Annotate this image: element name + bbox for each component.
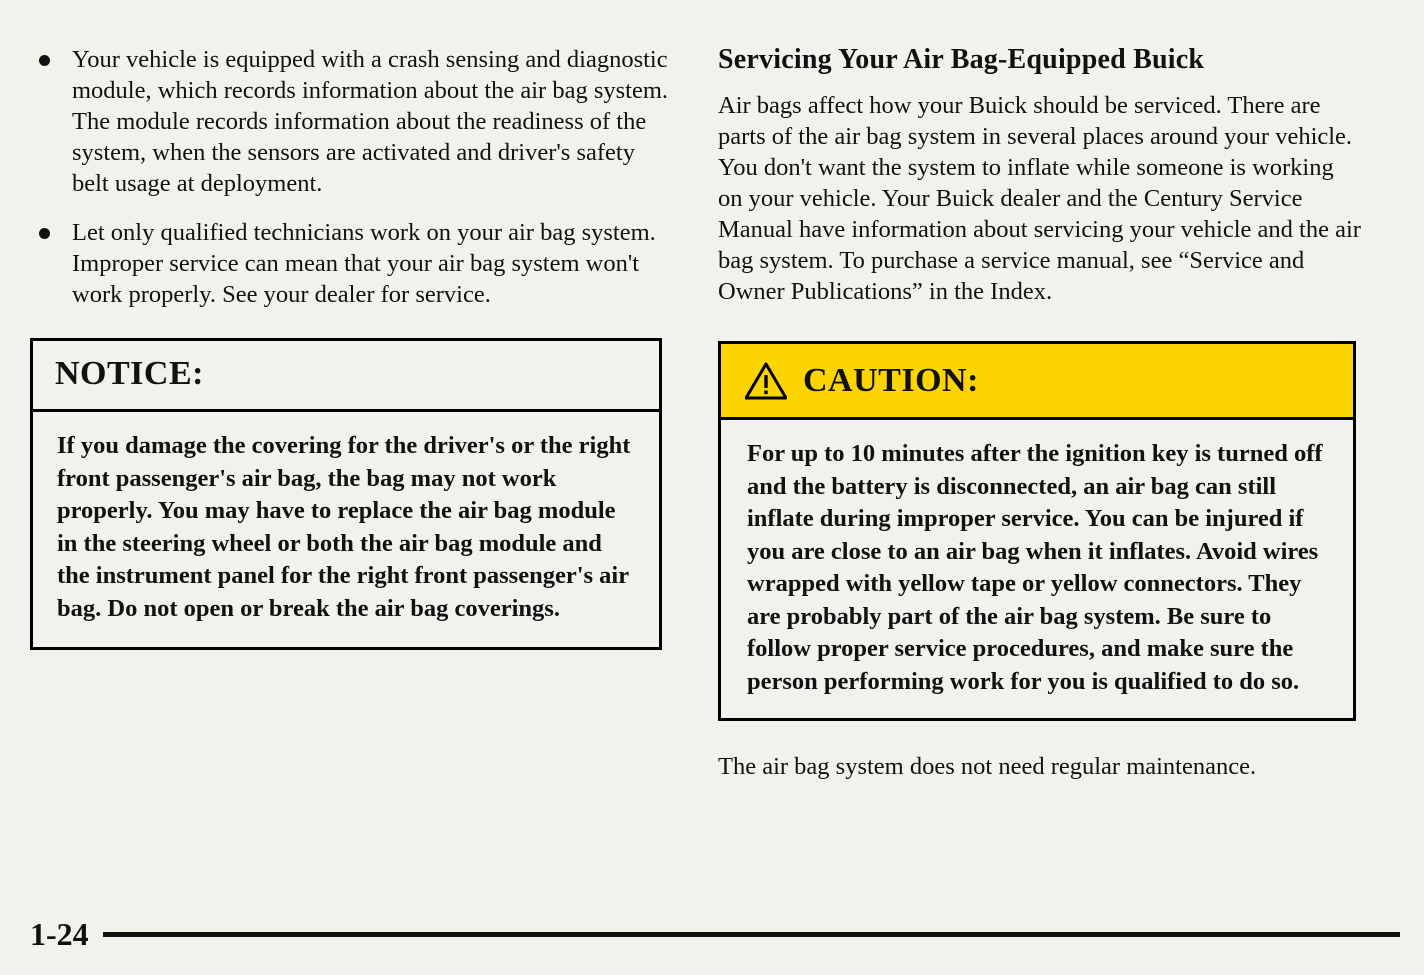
intro-paragraph: Air bags affect how your Buick should be serviced. There are parts of the air bag system in several places around your vehicle. You don't want the system to inflate while someone is working on your vehicle. Your Buick dealer and the Century Service Manual have information about servicing your vehicle and the air bag system. To purchase a service manual, see “Service and Owner Publications” in the Index. [718, 92, 1361, 305]
bullet-list [30, 44, 675, 310]
list-item-text: Let only qualified technicians work on your air bag system. Improper service can mean that your air bag system won't work properly. See your dealer for service. [72, 219, 656, 308]
section-title: Servicing Your Air Bag-Equipped Buick [718, 44, 1205, 75]
caution-box [718, 341, 1356, 721]
caution-label: CAUTION: [803, 361, 979, 399]
page-columns [0, 44, 1424, 884]
list-item-text: Your vehicle is equipped with a crash sensing and diagnostic module, which records information about the air bag system. The module records information about the readiness of the system, when the sensors are activated and driver's safety belt usage at deployment. [72, 46, 669, 197]
bullet-dot-icon [39, 55, 50, 66]
left-column [30, 44, 675, 650]
closing-paragraph: The air bag system does not need regular maintenance. [718, 753, 1257, 780]
right-column [718, 44, 1363, 807]
page-footer [30, 916, 1400, 953]
caution-body-text: For up to 10 minutes after the ignition key is turned off and the battery is disconnected, an air bag can still inflate during improper service. You can be injured if you are close to an air bag when it inflates. Avoid wires wrapped with yellow tape or yellow connectors. They are probably part of the air bag system. Be sure to follow proper service procedures, and make sure the person performing work for you is qualified to do so. [747, 440, 1323, 695]
list-item [30, 217, 675, 310]
footer-rule [103, 932, 1400, 937]
caution-header [721, 344, 1353, 420]
bullet-dot-icon [39, 228, 50, 239]
notice-heading: NOTICE: [33, 341, 659, 412]
notice-box [30, 338, 662, 650]
page-number: 1-24 [30, 916, 89, 952]
warning-triangle-icon [745, 362, 787, 400]
list-item [30, 44, 675, 199]
notice-body-text: If you damage the covering for the driver's or the right front passenger's air bag, the bag may not work properly. You may have to replace the air bag module in the steering wheel or both the air bag module and the instrument panel for the right front passenger's air bag. Do not open or break the air bag coverings. [57, 432, 631, 622]
